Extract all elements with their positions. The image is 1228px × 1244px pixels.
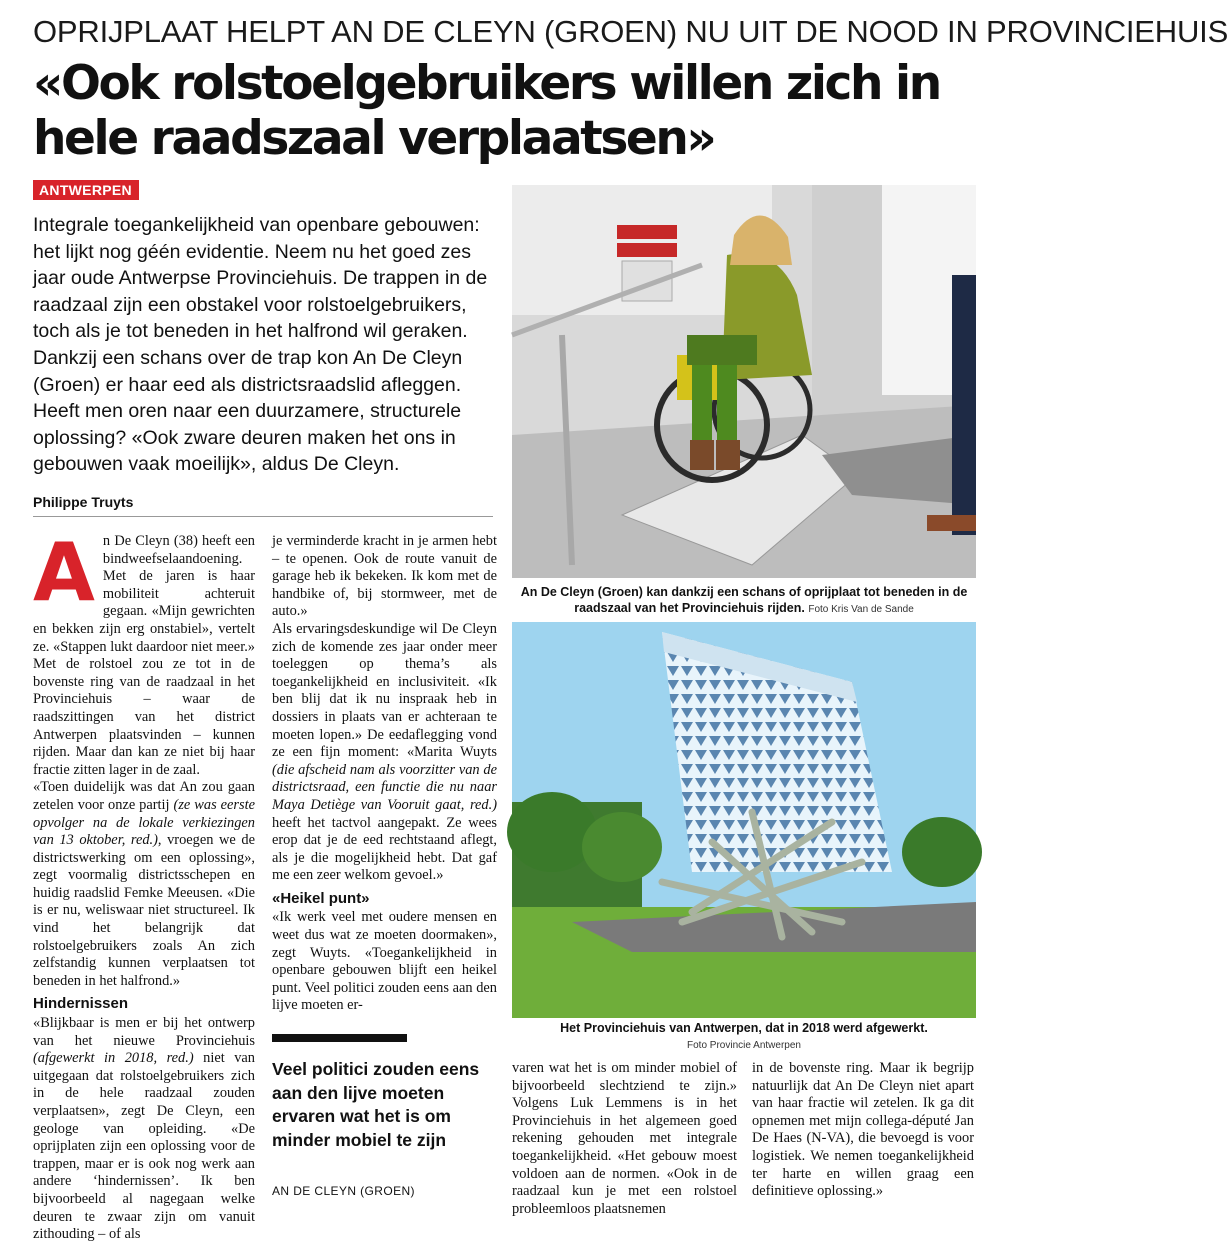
article-column-4 xyxy=(752,1060,974,1201)
photo2-credit: Foto Provincie Antwerpen xyxy=(687,1040,801,1051)
body-paragraph: in de bovenste ring. Maar ik begrijp natuurlijk dat An De Cleyn niet apart van haar fractie wil zetelen. Ik ga dit opnemen met mijn collega-député Jan De Haes (N-VA), die bevoegd is voor logistiek. We nemen toegankelijkheid ter harte en willen graag een definitieve oplossing.» xyxy=(752,1060,974,1200)
kicker: OPRIJPLAAT HELPT AN DE CLEYN (GROEN) NU UIT DE NOOD IN PROVINCIEHUIS xyxy=(33,14,1228,49)
photo1-credit: Foto Kris Van de Sande xyxy=(808,604,914,615)
photo1-caption-text: An De Cleyn (Groen) kan dankzij een schans of oprijplaat tot beneden in de raadszaal van het Provinciehuis rijden. xyxy=(520,585,968,615)
body-paragraph: «Blijkbaar is men er bij het ontwerp van het nieuwe Provinciehuis (afgewerkt in 2018, red.) niet van uitgegaan dat rolstoelgebruikers zich in de hele raadzaal zouden verplaatsen», zegt De Cleyn, een geologe van opleiding. «De oprijplaten zijn een oplossing voor de trappen, maar er is ook nog werk aan andere ‘hindernissen’. Ik ben bijvoorbeeld al nagegaan welke deuren te zwaar zijn om vanuit zithouding – of als xyxy=(33,1015,255,1243)
headline: «Ook rolstoelgebruikers willen zich in hele raadszaal verplaatsen» xyxy=(33,56,940,166)
drop-cap: A xyxy=(33,526,95,619)
pullquote-rule xyxy=(272,1034,407,1042)
photo-wheelchair-ramp xyxy=(512,185,976,578)
photo2-caption xyxy=(512,1020,976,1054)
location-tag: ANTWERPEN xyxy=(33,180,139,200)
photo2-caption-text: Het Provinciehuis van Antwerpen, dat in 2018 werd afgewerkt. xyxy=(560,1021,928,1035)
intro-lead: Integrale toegankelijkheid van openbare gebouwen: het lijkt nog géén evidentie. Neem nu het goed zes jaar oude Antwerpse Provinciehuis. De trappen in de raadzaal zijn een obstakel voor rolstoelgebruikers, toch als je tot beneden in het halfrond wil geraken. Dankzij een schans over de trap kon An De Cleyn (Groen) er haar eed als districtsraadslid afleggen. Heeft men oren naar een duurzamere, structurele oplossing? «Ook zware deuren maken het ons in gebouwen vaak moeilijk», aldus De Cleyn. xyxy=(33,214,488,476)
pullquote: Veel politici zouden eens aan den lijve moeten ervaren wat het is om minder mobiel te zijn xyxy=(272,1059,480,1150)
subheading-heikel-punt: «Heikel punt» xyxy=(272,889,370,907)
article-column-1 xyxy=(33,526,256,1244)
body-paragraph: «Ik werk veel met oudere mensen en weet dus wat ze moeten doormaken», zegt Wuyts. «Toegankelijkheid in openbare gebouwen blijft een heikel punt. Veel politici zouden eens aan den lijve moeten er- xyxy=(272,909,497,1014)
body-paragraph: varen wat het is om minder mobiel of bijvoorbeeld slechtziend te zijn.» Volgens Luk Lemmens is in het Provinciehuis in het algemeen goed rekening gehouden met integrale toegankelijkheid. «Het gebouw moest voldoen aan de normen. «Ook in de raadzaal kun je met een rolstoel probleemloos plaatsnemen xyxy=(512,1060,737,1217)
pullquote-attribution: AN DE CLEYN (GROEN) xyxy=(272,1184,415,1198)
author-byline: Philippe Truyts xyxy=(33,494,134,510)
body-paragraph: An De Cleyn (38) heeft een bindweefselaandoening. Met de jaren is haar mobiliteit achteruit gegaan. «Mijn gewrichten en bekken zijn erg onstabiel», vertelt ze. «Stappen lukt daardoor niet meer.» Met de rolstoel zou ze tot in de bovenste ring van de raadzaal in het Provinciehuis – waar de raadszittingen van het district Antwerpen plaatsvinden – kunnen rijden. Maar dan kan ze niet bij haar fractie zitten lager in de zaal. xyxy=(33,526,255,778)
photo-provinciehuis xyxy=(512,622,976,1018)
byline-divider xyxy=(33,516,493,517)
body-paragraph: «Toen duidelijk was dat An zou gaan zetelen voor onze partij (ze was eerste opvolger na de lokale verkiezingen van 13 oktober, red.), vroegen we de districtswerking om een oplossing», zegt voormalig districtsschepen en huidig raadslid Femke Meeusen. «Die is er nu, weliswaar niet structureel. Ik vind het belangrijk dat rolstoelgebruikers zoals An zich zelfstandig kunnen verplaatsen tot beneden in het halfrond.» xyxy=(33,779,256,989)
article-column-3 xyxy=(512,1060,737,1218)
body-paragraph: je verminderde kracht in je armen hebt – te openen. Ook de route vanuit de garage heb ik bekeken. Ik kom met de handbike of, bij stormweer, met de auto.» xyxy=(272,533,497,620)
subheading-hindernissen: Hindernissen xyxy=(33,995,129,1013)
photo1-caption xyxy=(512,584,976,618)
article-column-2 xyxy=(272,533,497,1015)
body-paragraph: Als ervaringsdeskundige wil De Cleyn zich de komende zes jaar onder meer toeleggen op thema’s als toegankelijkheid en inclusiviteit. «Ik ben blij dat ik nu inspraak heb in dossiers in plaats van er achteraan te moeten lopen.» De eedaflegging vond ze een fijn moment: «Marita Wuyts (die afscheid nam als voorzitter van de districtsraad, een functie die nu naar Maya Detiège van Vooruit gaat, red.) heeft het tactvol aangepakt. Ze wees erop dat je de eed rechtstaand aflegt, als je die mogelijkheid hebt. Dat gaf me een zeer welkom gevoel.» xyxy=(272,620,497,884)
